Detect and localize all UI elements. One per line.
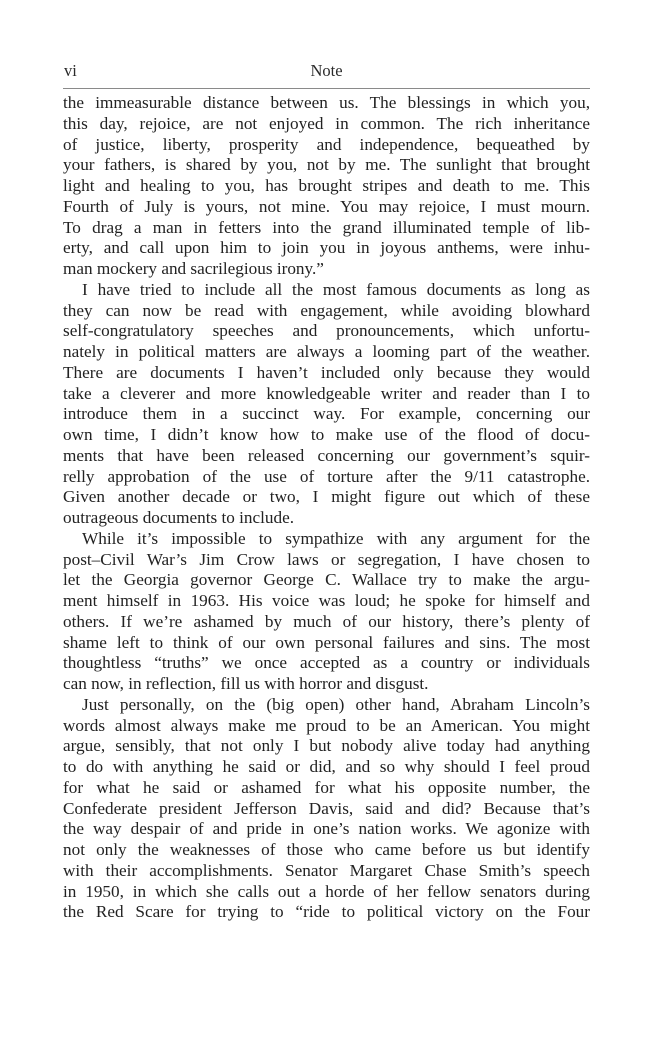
text-line: the Red Scare for trying to “ride to political victory on the Four [63,902,590,922]
text-line: introduce them in a succinct way. For example, concerning our [63,404,590,424]
text-line: for what he said or ashamed for what his opposite number, the [63,777,590,797]
text-line: thoughtless “truths” we once accepted as a country or individuals [63,653,590,673]
text-line: erty, and call upon him to join you in joyous anthems, were inhu- [63,238,590,258]
text-line: of justice, liberty, prosperity and independence, bequeathed by [63,134,590,154]
text-line: with their accomplishments. Senator Margaret Chase Smith’s speech [63,860,590,880]
text-line: this day, rejoice, are not enjoyed in common. The rich inheritance [63,113,590,133]
text-line: To drag a man in fetters into the grand illuminated temple of lib- [63,217,590,237]
text-line: post–Civil War’s Jim Crow laws or segregation, I have chosen to [63,549,590,569]
text-line: While it’s impossible to sympathize with any argument for the [82,528,590,548]
text-line: let the Georgia governor George C. Wallace try to make the argu- [63,570,590,590]
text-line: Fourth of July is yours, not mine. You may rejoice, I must mourn. [63,196,590,216]
text-line: ments that have been released concerning our government’s squir- [63,445,590,465]
text-line: Given another decade or two, I might figure out which of these [63,487,590,507]
text-line: own time, I didn’t know how to make use of the flood of docu- [63,425,590,444]
text-line: others. If we’re ashamed by much of our history, there’s plenty of [63,611,590,631]
body-text [63,93,590,923]
text-line: relly approbation of the use of torture after the 9/11 catastrophe. [63,466,590,486]
text-line: take a cleverer and more knowledgeable writer and reader than I to [63,383,590,403]
running-head-title: Note [310,61,343,80]
text-line: words almost always make me proud to be an American. You might [63,715,590,735]
text-line: Just personally, on the (big open) other hand, Abraham Lincoln’s [82,694,590,714]
text-line: Confederate president Jefferson Davis, said and did? Because that’s [63,798,590,818]
header-rule [63,88,590,89]
text-line: your fathers, is shared by you, not by me. The sunlight that brought [63,155,590,175]
text-line: There are documents I haven’t included only because they would [63,362,590,382]
text-line: I have tried to include all the most famous documents as long as [82,279,590,299]
text-line: to do with anything he said or did, and so why should I feel proud [63,757,590,776]
running-head [63,61,590,83]
text-line: they can now be read with engagement, while avoiding blowhard [63,300,590,320]
text-line: shame left to think of our own personal failures and sins. The most [63,632,590,652]
text-line: the way despair of and pride in one’s nation works. We agonize with [63,819,590,839]
text-line: argue, sensibly, that not only I but nobody alive today had anything [63,736,590,756]
text-line: ment himself in 1963. His voice was loud; he spoke for himself and [63,591,590,610]
text-line: not only the weaknesses of those who came before us but identify [63,840,590,859]
text-line: nately in political matters are always a looming part of the weather. [63,342,590,361]
text-line: outrageous documents to include. [63,508,295,527]
text-line: light and healing to you, has brought stripes and death to me. This [63,176,590,195]
text-line: man mockery and sacrilegious irony.” [63,259,324,278]
text-line: the immeasurable distance between us. The blessings in which you, [63,93,590,112]
text-line: self-congratulatory speeches and pronouncements, which unfortu- [63,321,590,341]
text-line: can now, in reflection, fill us with horror and disgust. [63,674,429,693]
paragraph-4 [63,695,590,923]
page-number: vi [64,61,77,80]
paragraph-2 [63,280,590,529]
paragraph-3 [63,529,590,695]
paragraph-1 [63,93,590,280]
text-line: in 1950, in which she calls out a horde of her fellow senators during [63,881,590,901]
